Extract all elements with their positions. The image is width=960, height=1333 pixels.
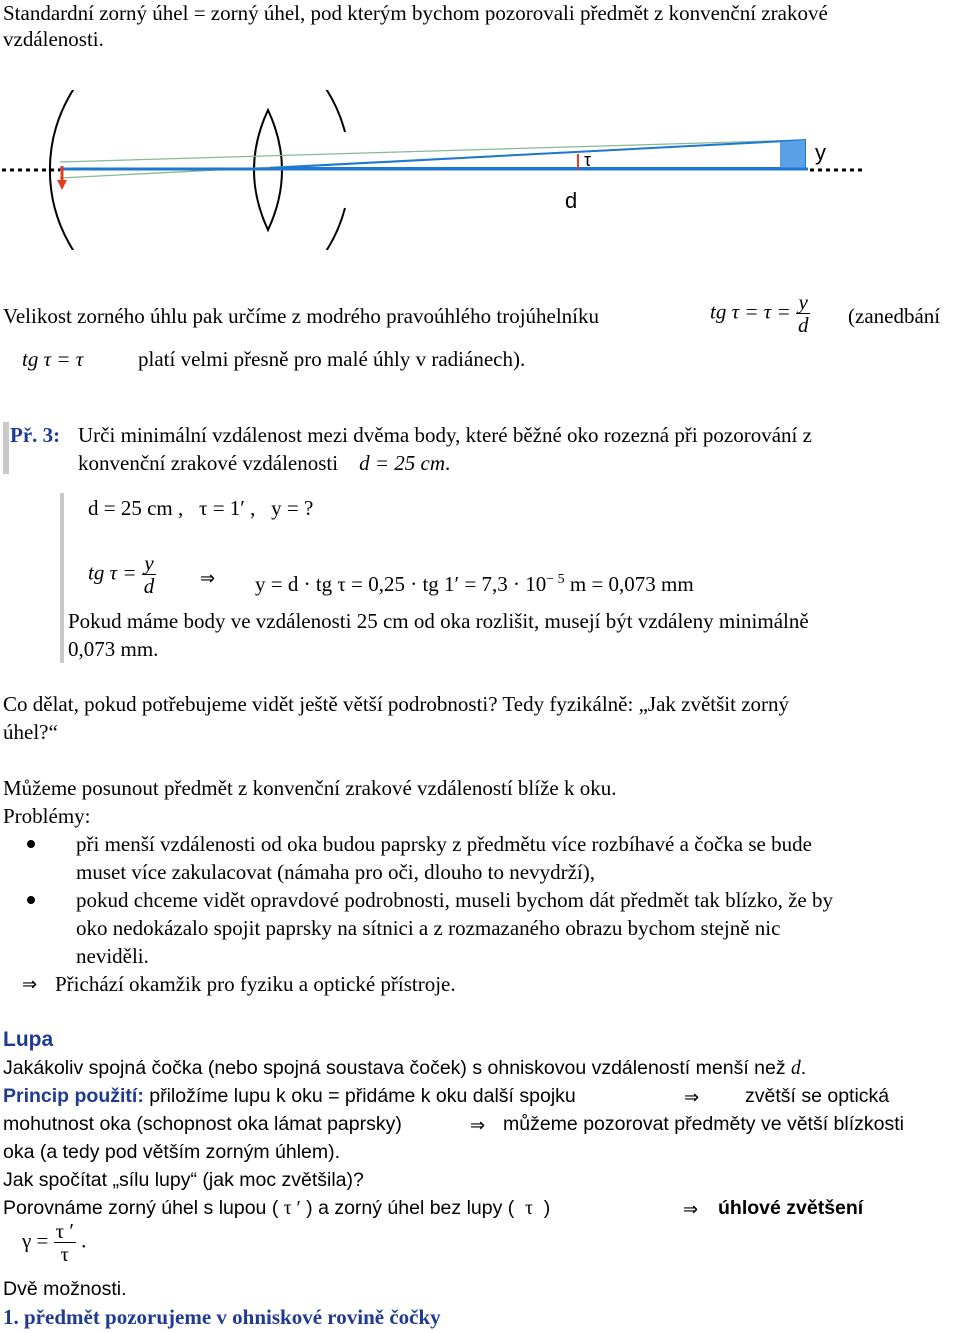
compare-term: úhlové zvětšení [718, 1197, 864, 1219]
calc-den: d [143, 574, 155, 598]
compare-line [3, 1195, 550, 1222]
example-task-2 [78, 450, 450, 476]
calc-arrow: ⇒ [200, 568, 216, 589]
label-tau: τ [584, 150, 592, 170]
calc-num: y [142, 552, 157, 575]
bullet-2 [27, 896, 35, 904]
example-task-2-text: konvenční zrakové vzdálenosti [78, 451, 339, 475]
size-note-formula: tg τ = τ [22, 347, 84, 371]
principle-line-2a: mohutnost oka (schopnost oka lámat paprsky) [3, 1113, 402, 1135]
bullet-2-line-1: pokud chceme vidět opravdové podrobnosti, museli bychom dát předmět tak blízko, že by [76, 888, 833, 912]
example-task-1: Urči minimální vzdálenost mezi dvěma body, které běžné oko rozezná při pozorování z [78, 423, 812, 447]
size-note-2: platí velmi přesně pro malé úhly v radiánech). [138, 347, 526, 371]
principle-line-3: oka (a tedy pod větším zorným úhlem). [3, 1141, 341, 1163]
size-formula-num: y [796, 291, 811, 314]
solution-bar [60, 493, 64, 663]
option-1-heading: 1. předmět pozorujeme v ohniskové rovině čočky [3, 1305, 441, 1329]
principle-arrow-1: ⇒ [684, 1087, 700, 1108]
bullet-2-line-3: neviděli. [76, 944, 149, 968]
lupa-def-d: d [791, 1058, 801, 1079]
example-givens: d = 25 cm , τ = 1′ , y = ? [88, 496, 314, 520]
size-formula-den: d [797, 313, 809, 337]
eye-diagram [0, 90, 880, 250]
intro-line-1: Standardní zorný úhel = zorný úhel, pod kterým bychom pozorovali předmět z konvenční zrakové [3, 1, 828, 25]
two-options: Dvě možnosti. [3, 1278, 127, 1300]
principle-line-1 [3, 1083, 576, 1109]
lupa-heading: Lupa [3, 1028, 54, 1051]
question-line-2: úhel?“ [3, 720, 58, 744]
compare-text-a: Porovnáme zorný úhel s lupou ( [3, 1197, 279, 1219]
bullet-1-line-1: při menší vzdálenosti od oka budou paprsky z předmětu více rozbíhavé a čočka se bude [76, 832, 812, 856]
calc-rhs [255, 567, 694, 597]
calc-frac [142, 552, 157, 597]
size-formula [710, 291, 810, 336]
gamma-lhs: γ = [22, 1228, 49, 1253]
gamma-num: τ ′ [55, 1219, 74, 1243]
principle-line-2b: můžeme pozorovat předměty ve větší blízkosti [503, 1113, 904, 1135]
calc-exp: − 5 [546, 572, 565, 587]
label-y: y [815, 140, 826, 165]
calc-lhs-text: tg τ = [88, 560, 137, 585]
problems-heading: Problémy: [3, 804, 91, 828]
gamma-end: . [81, 1228, 87, 1253]
example-bar [3, 422, 9, 474]
conclusion-text: Přichází okamžik pro fyziku a optické přístroje. [55, 972, 456, 996]
size-formula-lhs: tg τ = τ = [710, 299, 791, 324]
conclusion-arrow: ⇒ [22, 974, 38, 995]
compare-tau: τ [525, 1198, 533, 1219]
compare-text-c: ) [543, 1197, 551, 1219]
example-task-2-end: . [445, 451, 451, 475]
example-result-1: Pokud máme body ve vzdálenosti 25 cm od oka rozlišit, musejí být vzdáleny minimálně [68, 609, 809, 633]
closer-line: Můžeme posunout předmět z konvenční zrakové vzdáleností blíže k oku. [3, 776, 617, 800]
howto-line: Jak spočítat „sílu lupy“ (jak moc zvětšila)? [3, 1169, 364, 1191]
calc-rhs-a: y = d · tg τ = 0,25 · tg 1′ = 7,3 · 10 [255, 572, 547, 596]
label-d: d [565, 188, 578, 213]
calc-rhs-b: m = 0,073 mm [564, 572, 694, 596]
lupa-definition [3, 1055, 806, 1082]
principle-text-a: přiložíme lupu k oku = přidáme k oku další spojku [149, 1085, 576, 1107]
compare-text-b: ) a zorný úhel bez lupy ( [306, 1197, 515, 1219]
principle-arrow-2: ⇒ [470, 1115, 486, 1136]
compare-tau-prime: τ ′ [283, 1198, 301, 1219]
bullet-1-line-2: muset více zakulacovat (námaha pro oči, dlouho to nevydrží), [76, 860, 595, 884]
gamma-formula [22, 1220, 86, 1265]
principle-label: Princip použití: [3, 1085, 144, 1107]
example-task-2-formula: d = 25 cm [359, 451, 445, 475]
image-arrow-head [57, 180, 67, 190]
bullet-2-line-2: oko nedokázalo spojit paprsky na sítnici a z rozmazaného obrazu bychom stejně nic [76, 916, 781, 940]
compare-arrow: ⇒ [683, 1199, 699, 1220]
object-fill [780, 140, 805, 168]
gamma-frac [54, 1220, 76, 1265]
example-label: Př. 3: [10, 423, 61, 447]
example-calc-lhs [88, 552, 156, 597]
size-formula-frac [796, 291, 811, 336]
size-text: Velikost zorného úhlu pak určíme z modrého pravoúhlého trojúhelníku [3, 304, 600, 328]
gamma-den: τ [60, 1242, 69, 1266]
example-result-2: 0,073 mm. [68, 637, 159, 661]
principle-text-b: zvětší se optická [745, 1085, 890, 1107]
question-line-1: Co dělat, pokud potřebujeme vidět ještě větší podrobnosti? Tedy fyzikálně: „Jak zvětšit zorný [3, 692, 790, 716]
lupa-def-text: Jakákoliv spojná čočka (nebo spojná soustava čoček) s ohniskovou vzdáleností menší než [3, 1057, 786, 1079]
intro-line-2: vzdálenosti. [3, 27, 104, 51]
lupa-def-end: . [800, 1057, 807, 1079]
size-note-1: (zanedbání [848, 304, 941, 328]
bullet-1 [27, 840, 35, 848]
